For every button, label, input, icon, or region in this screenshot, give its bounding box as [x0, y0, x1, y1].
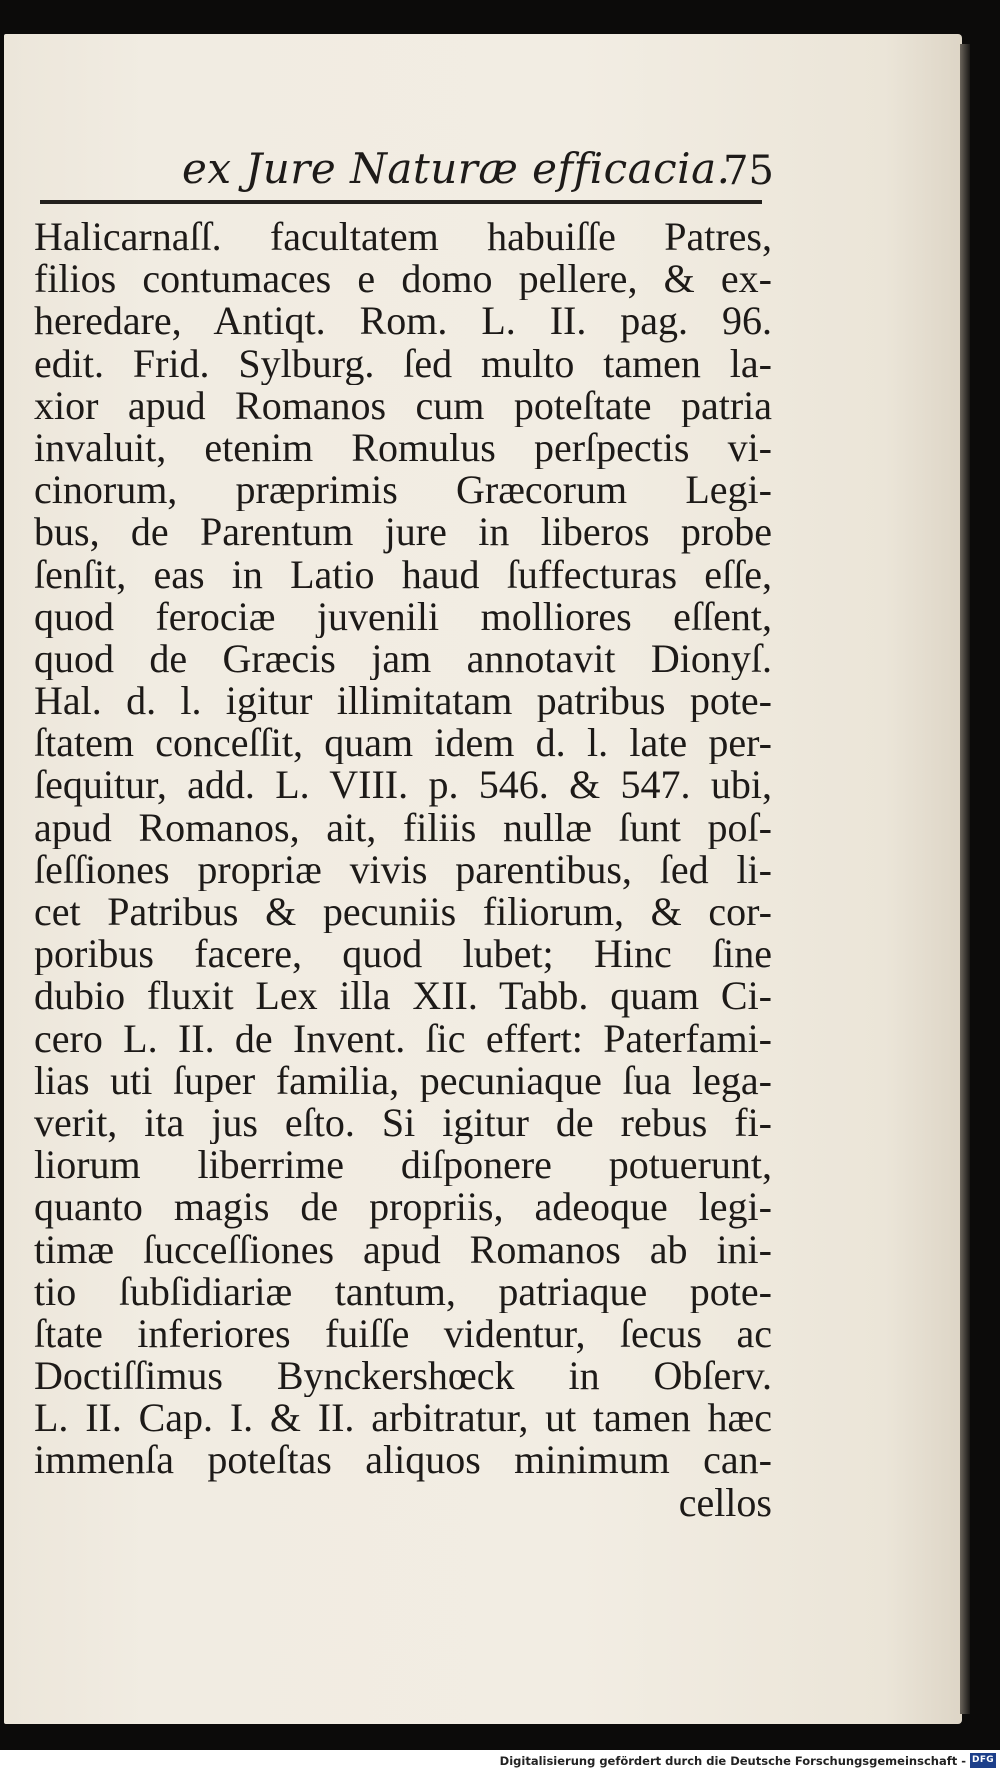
text-line: verit, ita jus eſto. Si igitur de rebus fi- [34, 1101, 772, 1145]
page-edge-shadow [960, 44, 970, 1714]
text-line: immenſa poteſtas aliquos minimum can- [34, 1439, 772, 1482]
text-line: xior apud Romanos cum poteſtate patria [34, 384, 772, 427]
text-line: apud Romanos, ait, filiis nullæ ſunt poſ- [34, 806, 772, 849]
text-line: cinorum, præprimis Græcorum Legi- [34, 469, 772, 512]
footer-credit-bar [0, 1750, 1000, 1773]
text-line: Hal. d. l. igitur illimitatam patribus pote- [34, 680, 772, 723]
catchword: cellos [678, 1481, 772, 1524]
text-line: ſtatem conceſſit, quam idem d. l. late per- [34, 722, 772, 765]
text-line: invaluit, etenim Romulus perſpectis vi- [34, 426, 772, 470]
book-page [4, 34, 962, 1724]
text-line: filios contumaces e domo pellere, & ex- [34, 258, 772, 301]
text-line: bus, de Parentum jure in liberos probe [34, 511, 772, 554]
text-line: quod de Græcis jam annotavit Dionyſ. [34, 637, 772, 681]
text-line: cet Patribus & pecuniis filiorum, & cor- [34, 891, 772, 934]
text-line: dubio fluxit Lex illa XII. Tabb. quam Ci- [34, 975, 772, 1018]
page-number: 75 [723, 148, 774, 194]
text-line: poribus facere, quod lubet; Hinc ſine [34, 933, 772, 976]
text-line: lias uti ſuper familia, pecuniaque ſua lega- [34, 1059, 772, 1102]
text-line: L. II. Cap. I. & II. arbitratur, ut tamen hæc [34, 1397, 772, 1440]
text-line: Halicarnaſſ. facultatem habuiſſe Patres, [34, 216, 772, 259]
text-line: Doctiſſimus Bynckershœck in Obſerv. [34, 1355, 772, 1398]
text-line: timæ ſucceſſiones apud Romanos ab ini- [34, 1228, 772, 1271]
text-line: heredare, Antiqt. Rom. L. II. pag. 96. [34, 300, 772, 343]
text-line: quanto magis de propriis, adeoque legi- [34, 1186, 772, 1229]
running-title: ex Jure Naturæ efficacia. [182, 144, 731, 193]
text-line: quod ferociæ juvenili molliores eſſent, [34, 595, 772, 638]
text-line: liorum liberrime diſponere potuerunt, [34, 1144, 772, 1187]
body-text [34, 216, 772, 1524]
funding-credit: Digitalisierung gefördert durch die Deutsche Forschungsgemeinschaft - [499, 1754, 966, 1768]
dfg-logo-icon: DFG [970, 1753, 996, 1768]
text-line: ſeſſiones propriæ vivis parentibus, ſed li- [34, 848, 772, 891]
text-line: ſenſit, eas in Latio haud ſuffecturas eſſe, [34, 553, 772, 596]
text-line: tio ſubſidiariæ tantum, patriaque pote- [34, 1270, 772, 1313]
text-line: edit. Frid. Sylburg. ſed multo tamen la- [34, 342, 772, 385]
page-header [40, 114, 774, 204]
text-line: ſtate inferiores fuiſſe videntur, ſecus ac [34, 1312, 772, 1356]
text-line: cero L. II. de Invent. ſic effert: Paterfami- [34, 1017, 772, 1060]
text-line: ſequitur, add. L. VIII. p. 546. & 547. ubi, [34, 764, 772, 807]
header-rule [40, 200, 762, 204]
